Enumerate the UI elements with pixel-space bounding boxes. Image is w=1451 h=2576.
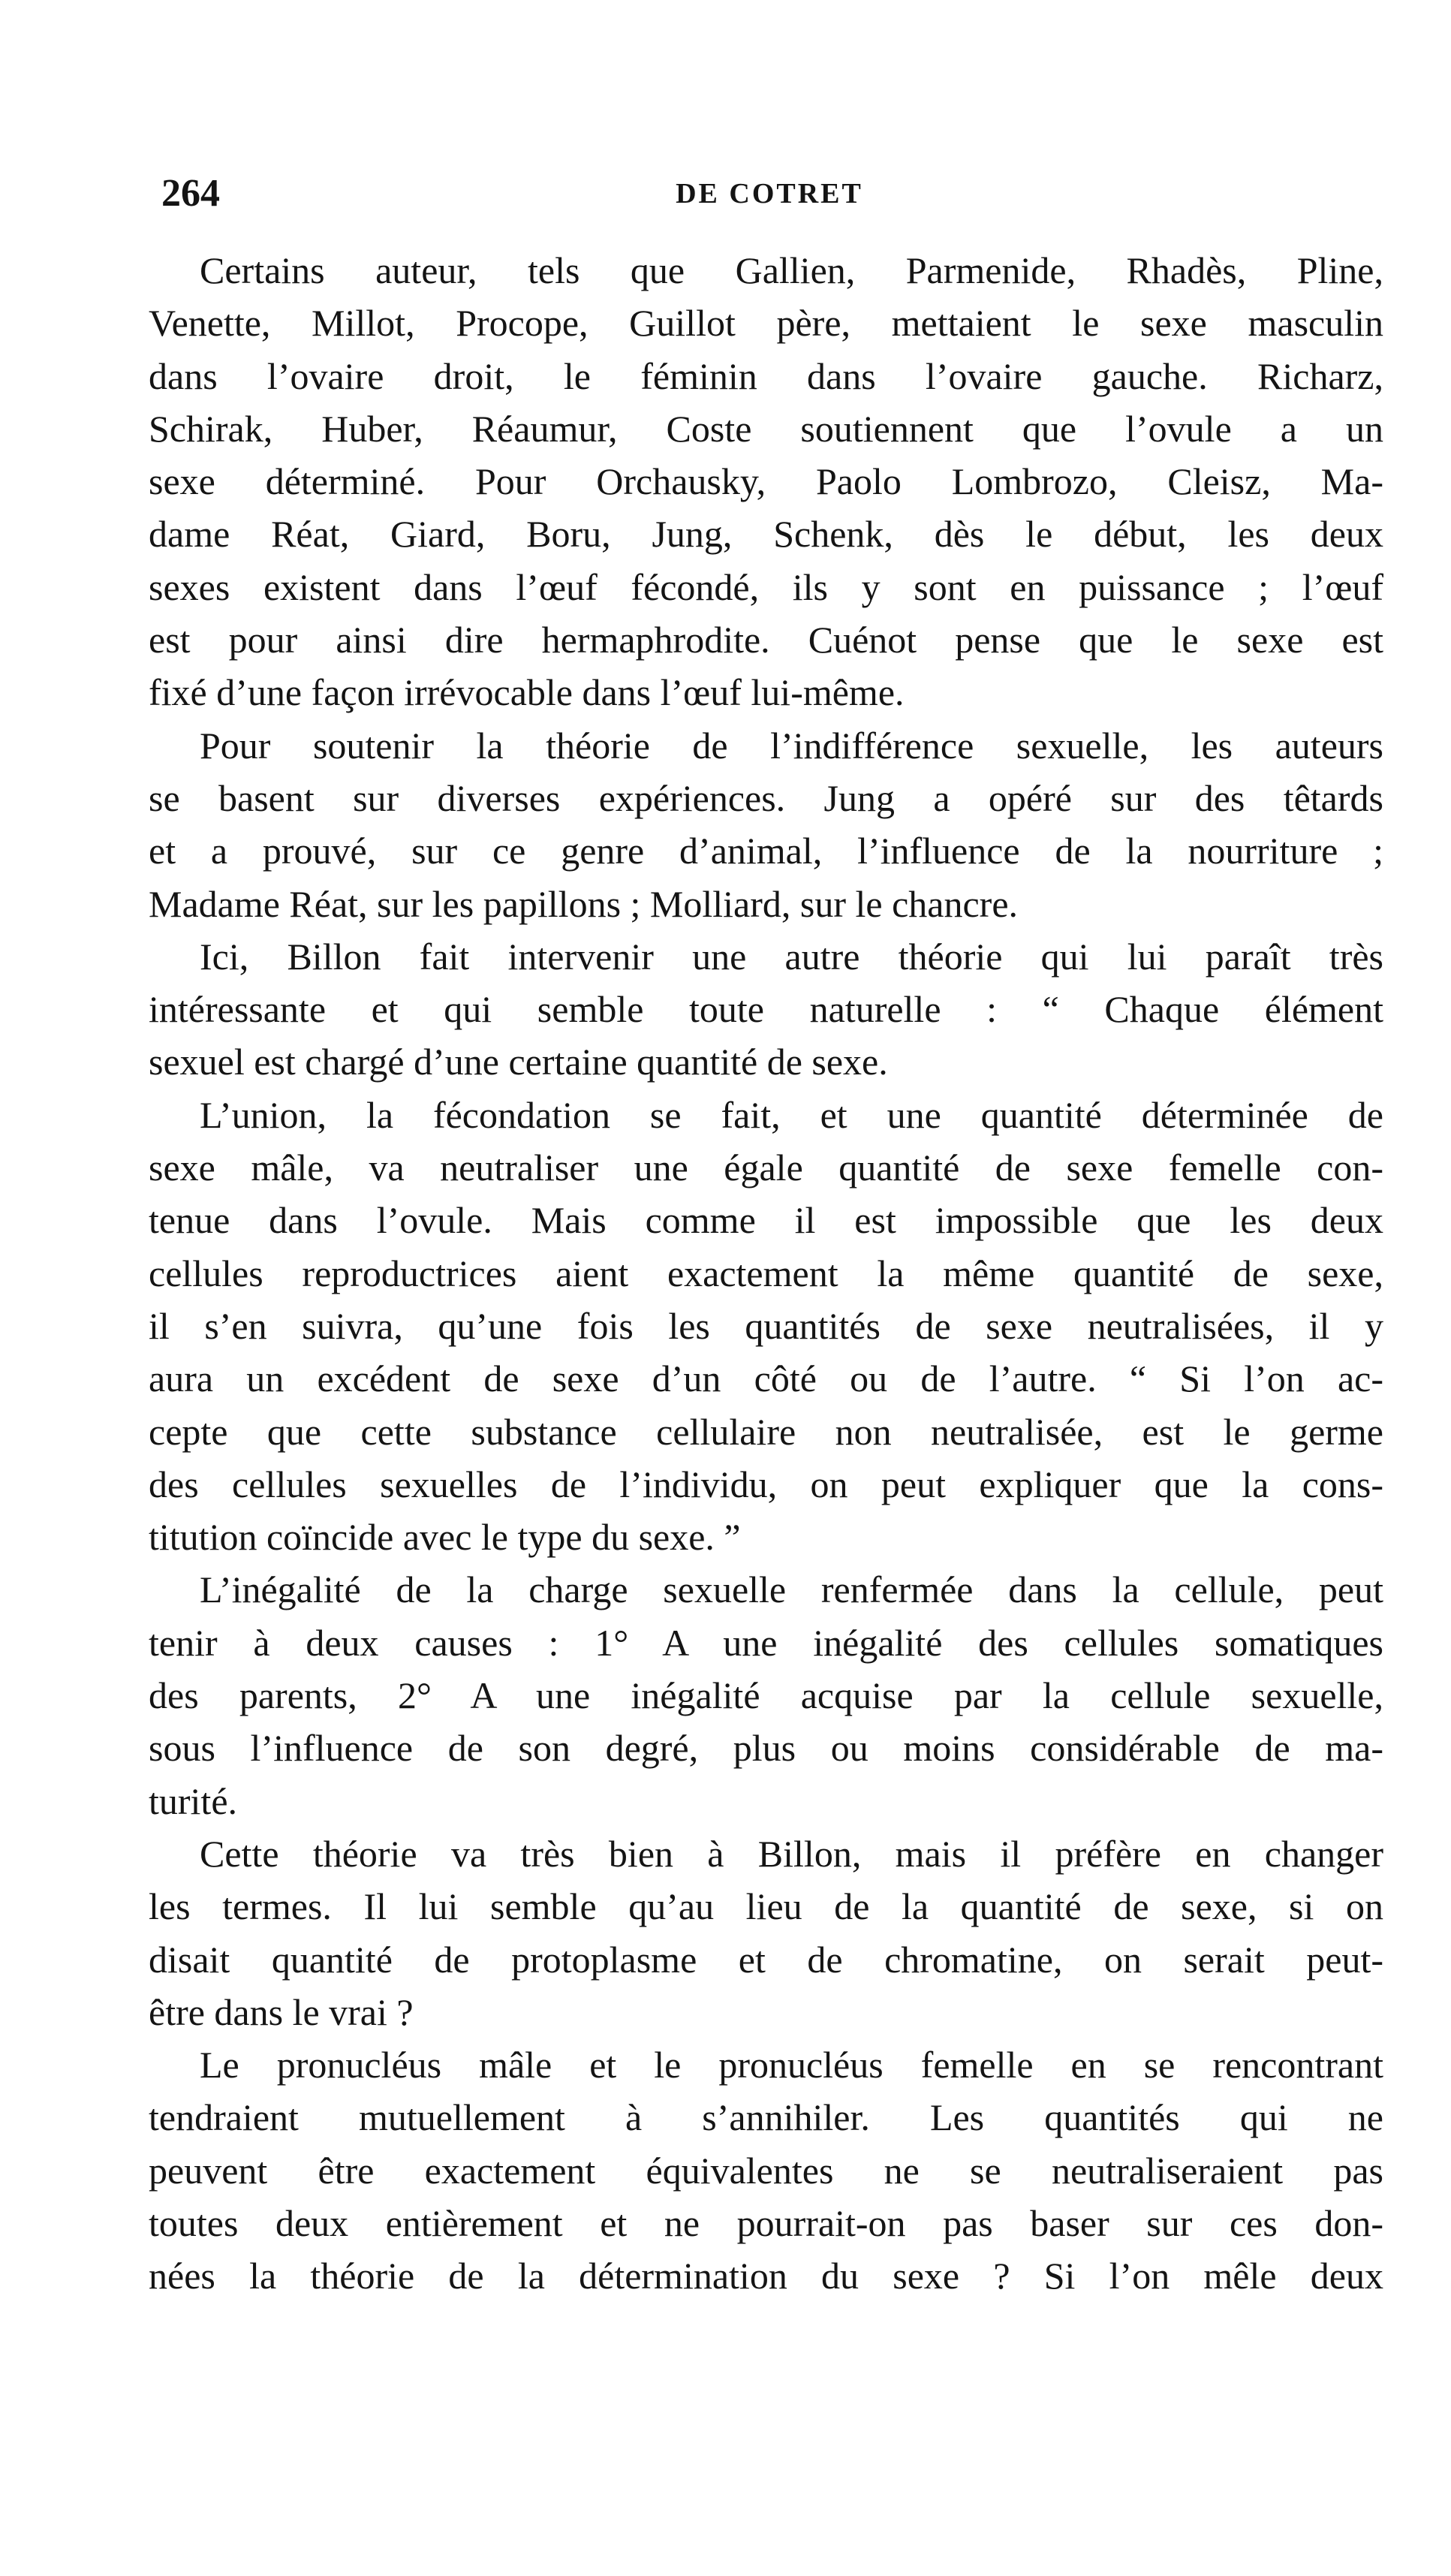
text-line: se basent sur diverses expériences. Jung a opéré sur des têtards (149, 776, 1383, 819)
text-line: sexe déterminé. Pour Orchausky, Paolo Lombrozo, Cleisz, Ma- (149, 460, 1383, 503)
text-line: aura un excédent de sexe d’un côté ou de l’autre. “ Si l’on ac- (149, 1357, 1383, 1400)
text-line: turité. (149, 1779, 238, 1822)
text-line: des parents, 2° A une inégalité acquise par la cellule sexuelle, (149, 1674, 1383, 1717)
text-line: titution coïncide avec le type du sexe. ” (149, 1516, 741, 1559)
paragraph (149, 930, 1383, 1089)
text-line: fixé d’une façon irrévocable dans l’œuf lui-même. (149, 671, 905, 714)
text-line: Schirak, Huber, Réaumur, Coste soutiennent que l’ovule a un (149, 407, 1383, 450)
paragraph (149, 2038, 1383, 2302)
text-line: être dans le vrai ? (149, 1990, 414, 2033)
text-line: Ici, Billon fait intervenir une autre théorie qui lui paraît très (200, 935, 1383, 978)
text-line: sous l’influence de son degré, plus ou moins considérable de ma- (149, 1727, 1383, 1770)
text-line: sexes existent dans l’œuf fécondé, ils y sont en puissance ; l’œuf (149, 565, 1383, 608)
text-line: Venette, Millot, Procope, Guillot père, mettaient le sexe masculin (149, 302, 1383, 345)
text-line: sexe mâle, va neutraliser une égale quantité de sexe femelle con- (149, 1146, 1383, 1189)
text-line: Pour soutenir la théorie de l’indifférence sexuelle, les auteurs (200, 724, 1383, 767)
page-number: 264 (161, 172, 220, 215)
text-line: disait quantité de protoplasme et de chromatine, on serait peut- (149, 1938, 1383, 1981)
text-line: L’inégalité de la charge sexuelle renfermée dans la cellule, peut (200, 1568, 1383, 1611)
text-line: et a prouvé, sur ce genre d’animal, l’influence de la nourriture ; (149, 830, 1383, 872)
text-line: dans l’ovaire droit, le féminin dans l’ovaire gauche. Richarz, (149, 354, 1383, 397)
text-line: Certains auteur, tels que Gallien, Parmenide, Rhadès, Pline, (200, 249, 1383, 291)
running-title: DE COTRET (676, 178, 863, 209)
text-line: cepte que cette substance cellulaire non neutralisée, est le germe (149, 1410, 1383, 1453)
text-line: cellules reproductrices aient exactement la même quantité de sexe, (149, 1252, 1383, 1294)
text-line: les termes. Il lui semble qu’au lieu de la quantité de sexe, si on (149, 1885, 1383, 1928)
body-text (149, 244, 1383, 2303)
text-line: Madame Réat, sur les papillons ; Molliard, sur le chancre. (149, 882, 1019, 925)
text-line: des cellules sexuelles de l’individu, on peut expliquer que la cons- (149, 1463, 1383, 1505)
text-line: il s’en suivra, qu’une fois les quantités de sexe neutralisées, il y (149, 1304, 1383, 1347)
paragraph (149, 1563, 1383, 1827)
running-head (161, 164, 1377, 224)
text-line: L’union, la fécondation se fait, et une quantité déterminée de (200, 1093, 1383, 1136)
text-line: intéressante et qui semble toute naturelle : “ Chaque élément (149, 988, 1383, 1031)
text-line: tenue dans l’ovule. Mais comme il est impossible que les deux (149, 1199, 1383, 1242)
text-line: Le pronucléus mâle et le pronucléus femelle en se rencontrant (200, 2044, 1383, 2086)
text-line: toutes deux entièrement et ne pourrait-on pas baser sur ces don- (149, 2201, 1383, 2244)
text-line: dame Réat, Giard, Boru, Jung, Schenk, dès le début, les deux (149, 513, 1383, 556)
paragraph (149, 244, 1383, 719)
text-line: tenir à deux causes : 1° A une inégalité des cellules somatiques (149, 1621, 1383, 1664)
text-line: peuvent être exactement équivalentes ne se neutraliseraient pas (149, 2149, 1383, 2192)
text-line: tendraient mutuellement à s’annihiler. Les quantités qui ne (149, 2096, 1383, 2139)
paragraph (149, 719, 1383, 930)
text-line: Cette théorie va très bien à Billon, mais il préfère en changer (200, 1832, 1383, 1875)
paragraph (149, 1089, 1383, 1564)
text-line: est pour ainsi dire hermaphrodite. Cuénot pense que le sexe est (149, 619, 1383, 661)
text-line: nées la théorie de la détermination du sexe ? Si l’on mêle deux (149, 2255, 1383, 2297)
text-line: sexuel est chargé d’une certaine quantité de sexe. (149, 1041, 888, 1083)
paragraph (149, 1827, 1383, 2038)
